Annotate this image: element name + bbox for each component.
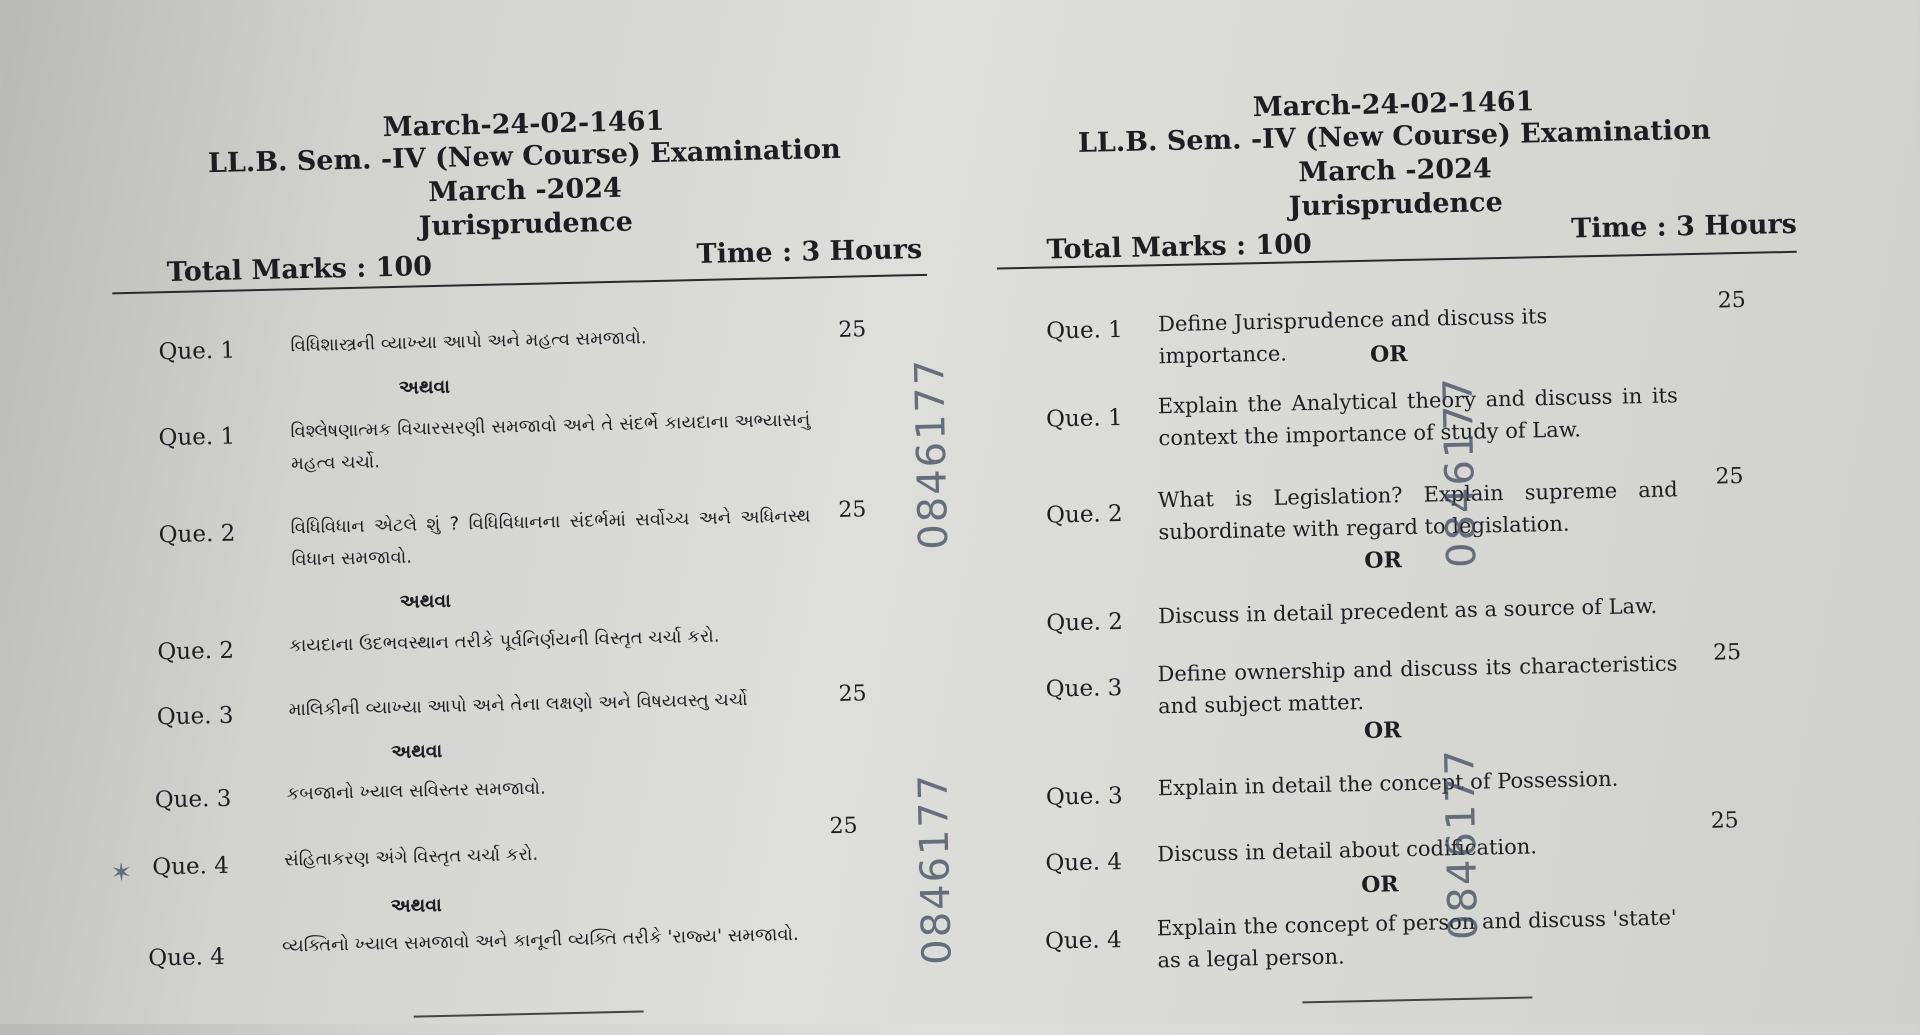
or-divider: OR [1363, 717, 1402, 744]
end-rule [414, 1010, 644, 1017]
question-text: કબજાનો ખ્યાલ સવિસ્તર સમજાવો. [286, 777, 546, 805]
question-text: Explain in detail the concept of Possession. [1157, 766, 1619, 801]
or-divider: OR [1364, 547, 1403, 574]
question-label: Que. 1 [158, 423, 236, 452]
question-label: Que. 4 [1044, 927, 1122, 955]
question-text: Explain the Analytical theory and discuss in its context the importance of study of Law. [1157, 383, 1679, 451]
or-divider: અથવા [390, 739, 443, 764]
question-text: કાયદાના ઉદભવસ્થાન તરીકે પૂર્વનિર્ણયની વિસ્તૃત ચર્ચા કરો. [289, 625, 720, 657]
question-text: What is Legislation? Explain supreme and subordinate with regard to legislation. [1157, 477, 1678, 545]
exam-title: LL.B. Sem. -IV (New Course) Examination [207, 133, 841, 180]
question-label: Que. 2 [1046, 609, 1124, 637]
or-divider: અથવા [390, 893, 443, 918]
pen-mark-icon: ✶ [110, 858, 133, 889]
serial-number-stamp: 0846177 [1435, 375, 1486, 569]
question-marks: 25 [1710, 808, 1739, 834]
question-label: Que. 3 [156, 702, 234, 731]
question-label: Que. 4 [152, 852, 230, 881]
question-text: Define ownership and discuss its characteristics and subject matter. [1157, 651, 1678, 719]
question-label: Que. 3 [154, 785, 232, 814]
question-marks: 25 [1715, 463, 1744, 490]
question-label: Que. 1 [1045, 404, 1123, 433]
question-label: Que. 2 [158, 520, 236, 549]
serial-number-stamp: 0846177 [1437, 747, 1488, 941]
exam-code: March-24-02-1461 [382, 105, 665, 144]
exam-subject: Jurisprudence [418, 206, 634, 243]
exam-title: LL.B. Sem. -IV (New Course) Examination [1077, 114, 1711, 159]
question-text: Discuss in detail precedent as a source of Law. [1158, 593, 1658, 629]
serial-number-stamp: 0846177 [910, 772, 961, 966]
question-label: Que. 2 [157, 637, 235, 666]
question-marks: 25 [1712, 640, 1742, 666]
question-label: Que. 3 [1045, 675, 1123, 703]
question-text: વિધિશાસ્ત્રની વ્યાખ્યા આપો અને મહત્વ સમજાવો. [290, 327, 647, 357]
or-divider: અથવા [398, 375, 451, 399]
exam-month: March -2024 [427, 172, 623, 209]
question-label: Que. 1 [1046, 316, 1124, 345]
question-text: Discuss in detail about codification. [1156, 834, 1538, 867]
serial-number-stamp: 0846177 [906, 357, 958, 551]
question-label: Que. 2 [1045, 500, 1123, 529]
question-text: Explain the concept of person and discuss 'state' as a legal person. [1156, 905, 1677, 973]
question-label: Que. 4 [1045, 849, 1123, 877]
exam-time: Time : 3 Hours [1570, 208, 1798, 245]
or-divider: અથવા [399, 589, 452, 613]
question-text: માલિકીની વ્યાખ્યા આપો અને તેના લક્ષણો અને વિષયવસ્તુ ચર્ચો [288, 689, 748, 721]
question-label: Que. 3 [1045, 783, 1123, 811]
or-divider: OR [1360, 871, 1399, 899]
question-marks: 25 [829, 813, 858, 840]
english-paper [982, 0, 1920, 1034]
question-text: વ્યક્તિનો ખ્યાલ સમજાવો અને કાનૂની વ્યક્તિ તરીકે 'રાજ્ય' સમજાવો. [281, 923, 800, 957]
exam-month: March -2024 [1297, 153, 1493, 189]
total-marks: Total Marks : 100 [166, 251, 433, 289]
question-marks: 25 [838, 497, 867, 523]
exam-subject: Jurisprudence [1288, 186, 1504, 223]
question-label: Que. 1 [158, 337, 236, 366]
or-divider: OR [1369, 340, 1408, 368]
exam-time: Time : 3 Hours [696, 233, 923, 271]
question-marks: 25 [838, 317, 867, 343]
total-marks: Total Marks : 100 [1046, 228, 1313, 266]
question-text: વિશ્લેષણાત્મક વિચારસરણી સમજાવો અને તે સંદર્ભે કાયદાના અભ્યાસનું મહત્વ ચર્ચો. [290, 409, 811, 475]
question-text: સંહિતાકરણ અંગે વિસ્તૃત ચર્ચા કરો. [283, 843, 539, 871]
question-marks: 25 [838, 681, 867, 707]
question-label: Que. 4 [148, 943, 226, 972]
question-text: વિધિવિધાન એટલે શું ? વિધિવિધાનના સંદર્ભમાં સર્વોચ્ચ અને અધિનસ્થ વિધાન સમજાવો. [290, 505, 811, 571]
question-text: Define Jurisprudence and discuss its importance. [1157, 304, 1548, 369]
exam-code: March-24-02-1461 [1252, 86, 1535, 124]
question-marks: 25 [1717, 287, 1747, 314]
end-rule [1302, 997, 1532, 1004]
